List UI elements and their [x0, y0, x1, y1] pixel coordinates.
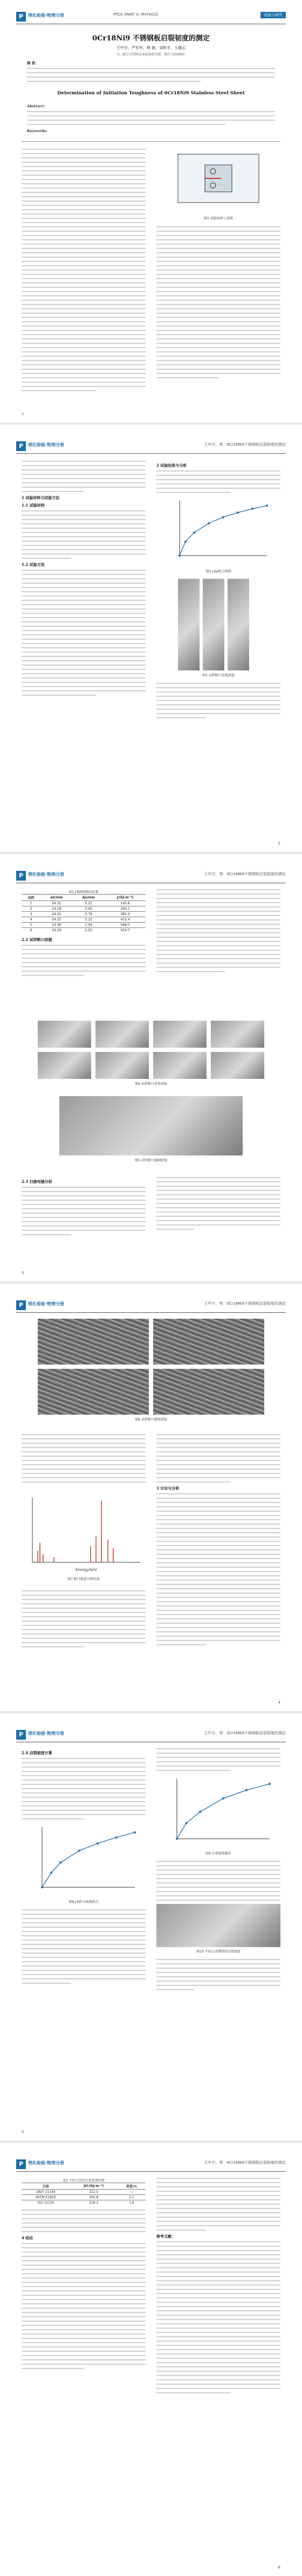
figure-6 — [38, 1319, 264, 1422]
abstract-cn — [27, 60, 275, 85]
body-left — [22, 1434, 146, 1486]
table-row — [22, 928, 146, 933]
micrograph — [38, 1319, 149, 1365]
fracture-specimen-photos — [178, 579, 280, 670]
data-point — [222, 516, 224, 518]
table-cell: 4 — [22, 917, 40, 923]
j-r-curve-chart — [164, 496, 272, 566]
figure-4 — [38, 1021, 264, 1086]
page-header — [16, 440, 286, 454]
table-cell: 24.18 — [40, 906, 72, 912]
data-point — [134, 1831, 136, 1833]
table-header: J/(kJ·m⁻²) — [105, 895, 146, 901]
issue-line: PTCA (PART A: PHYSICS) — [113, 12, 159, 17]
table-cell: GB/T 21143 — [22, 2190, 70, 2195]
body-right — [156, 1748, 280, 1993]
table-1-grid — [22, 894, 146, 933]
section-3-heading: 3 讨论与分析 — [156, 1486, 180, 1491]
page-number: 5 — [22, 2130, 24, 2134]
table-row — [22, 923, 146, 928]
table-1 — [22, 889, 146, 979]
table-2-caption: 表2 不同方法的启裂韧度结果 — [63, 2179, 105, 2183]
journal-logo: P — [16, 2159, 26, 2169]
data-point — [269, 1783, 271, 1785]
data-point — [59, 1861, 61, 1864]
data-point — [222, 1797, 224, 1799]
table-cell: 263.1 — [105, 906, 146, 912]
page-2 — [0, 430, 302, 854]
body-left — [22, 1748, 146, 1987]
fracture-photo — [38, 1052, 91, 1079]
journal-name: 理化检验·物理分册 — [28, 1731, 65, 1736]
table-header: a0/mm — [40, 895, 72, 901]
table-cell: 6 — [22, 928, 40, 933]
section-1-heading: 1 试验材料与试验方法 — [22, 495, 60, 500]
table-row — [22, 912, 146, 917]
fracture-photo — [95, 1021, 149, 1048]
fracture-photo — [211, 1052, 264, 1079]
table-header: 试样 — [22, 895, 40, 901]
page-header — [16, 11, 286, 24]
table-cell: 24.32 — [40, 901, 72, 906]
figure-10-caption: 图10 不同方法测得的启裂韧度 — [196, 1950, 241, 1954]
section-2-2-heading: 2.2 试样断口形貌 — [22, 937, 52, 942]
table-cell: 0.45 — [72, 906, 105, 912]
journal-logo: P — [16, 1730, 26, 1740]
data-point — [237, 511, 239, 514]
data-point — [176, 1838, 178, 1840]
table-cell: 312.5 — [70, 2190, 118, 2195]
references-heading: 参考文献： — [156, 2234, 175, 2239]
data-point — [251, 508, 253, 510]
figure-2-caption: 图2 J-Δa阻力曲线 — [205, 570, 231, 573]
page-number: 1 — [22, 412, 24, 416]
figure-5-caption: 图5 试样断口SEM形貌 — [134, 1159, 168, 1162]
table-cell: 0.78 — [72, 912, 105, 917]
table-cell: ISO 12135 — [22, 2200, 70, 2206]
table-cell: 305.8 — [70, 2195, 118, 2200]
figure-6-caption: 图6 试样断口微观形貌 — [135, 1418, 167, 1422]
body-right — [156, 1434, 280, 1649]
page-1 — [0, 0, 302, 425]
fracture-photo — [95, 1052, 149, 1079]
table-cell: 1.54 — [72, 923, 105, 928]
body-right — [156, 889, 280, 975]
body-right — [156, 2178, 280, 2397]
table-cell: ASTM E1820 — [22, 2195, 70, 2200]
divider — [22, 141, 280, 142]
page-3 — [0, 859, 302, 1284]
table-row — [22, 2195, 146, 2200]
table-cell: 24.29 — [40, 928, 72, 933]
series-line — [177, 1784, 270, 1839]
table-cell: 2.1 — [118, 2195, 146, 2200]
table-cell: — — [118, 2190, 146, 2195]
table-cell: 1.12 — [72, 917, 105, 923]
data-point — [245, 1789, 248, 1791]
page-number: 6 — [278, 2565, 280, 2570]
table-header: 误差/% — [118, 2183, 146, 2190]
table-1-caption: 表1 J-R曲线测试结果 — [68, 890, 99, 894]
journal-name: 理化检验·物理分册 — [28, 872, 65, 877]
data-point — [184, 541, 187, 543]
body-right — [156, 461, 280, 722]
keywords-label: Keywords: — [27, 129, 47, 133]
table-cell: 145.6 — [105, 901, 146, 906]
running-title: 王中宇，等：0Cr18Ni9不锈钢板启裂韧度的测定 — [204, 442, 286, 447]
figure-8-caption: 图8 J-R阻力曲线拟合 — [68, 1900, 99, 1904]
table-row — [22, 906, 146, 912]
table-cell: 318.2 — [70, 2200, 118, 2206]
table-cell: 2.03 — [72, 928, 105, 933]
section-1-1-heading: 1.1 试验材料 — [22, 503, 45, 508]
table-2-grid — [22, 2183, 146, 2205]
specimen-photo — [228, 579, 249, 670]
page-number: 2 — [278, 841, 280, 846]
body-right-lower — [156, 1177, 280, 1233]
table-cell: 0.21 — [72, 901, 105, 906]
micrograph — [153, 1319, 264, 1365]
journal-name: 理化检验·物理分册 — [28, 1301, 65, 1306]
body-left-lower — [22, 1177, 146, 1238]
section-2-heading: 2 试验结果与分析 — [156, 463, 187, 468]
page-header — [16, 1299, 286, 1313]
table-cell: 1 — [22, 901, 40, 906]
section-1-2-heading: 1.2 试验方法 — [22, 562, 45, 567]
journal-name: 理化检验·物理分册 — [28, 2160, 65, 2165]
page-header — [16, 1729, 286, 1742]
running-title: 王中宇，等：0Cr18Ni9不锈钢板启裂韧度的测定 — [204, 1301, 286, 1306]
table-cell: 472.4 — [105, 917, 146, 923]
body-left — [22, 149, 146, 394]
table-cell: 24.36 — [40, 923, 72, 928]
title-en: Determination of Initiation Toughness of 0Cr18Ni9 Stainless Steel Sheet — [57, 91, 245, 96]
fracture-photo — [153, 1052, 207, 1079]
page-header — [16, 870, 286, 883]
running-title: 王中宇，等：0Cr18Ni9不锈钢板启裂韧度的测定 — [204, 1731, 286, 1735]
abstract-label-en: Abstract: — [27, 104, 45, 108]
specimen-photo — [203, 579, 224, 670]
figure-5 — [59, 1096, 243, 1162]
journal-name: 理化检验·物理分册 — [28, 13, 65, 18]
section-4-heading: 4 结论 — [22, 2235, 33, 2240]
table-cell: 2 — [22, 906, 40, 912]
table-cell: 1.8 — [118, 2200, 146, 2206]
series-line — [42, 1832, 135, 1887]
abstract-en — [27, 103, 275, 134]
series-line — [180, 505, 267, 556]
journal-logo: P — [16, 12, 26, 22]
micrograph — [153, 1369, 264, 1415]
fracture-photo — [211, 1021, 264, 1048]
data-point — [115, 1837, 118, 1839]
data-point — [97, 1843, 99, 1845]
page-4 — [0, 1289, 302, 1713]
page-number: 3 — [22, 1271, 24, 1275]
data-point — [266, 504, 268, 507]
table-2 — [22, 2178, 146, 2372]
title-cn: 0Cr18Ni9 不锈钢板启裂韧度的测定 — [92, 34, 210, 43]
table-row — [22, 917, 146, 923]
table-cell: 659.7 — [105, 928, 146, 933]
specimen-diagram — [156, 149, 280, 213]
table-header: JIC/(kJ·m⁻²) — [70, 2183, 118, 2190]
figure-1 — [156, 149, 280, 219]
table-cell: 381.9 — [105, 912, 146, 917]
table-row — [22, 901, 146, 906]
page-header — [16, 2158, 286, 2172]
figure-9-caption: 图9 启裂韧度确定 — [205, 1852, 231, 1855]
running-title: 王中宇，等：0Cr18Ni9不锈钢板启裂韧度的测定 — [204, 2160, 286, 2165]
x-axis-label: Energy/keV — [76, 1568, 97, 1572]
table-row — [22, 2190, 146, 2195]
table-row — [22, 2200, 146, 2206]
page-6 — [0, 2148, 302, 2576]
running-title: 王中宇，等：0Cr18Ni9不锈钢板启裂韧度的测定 — [204, 872, 286, 876]
figure-1-caption: 图1 试验取样示意图 — [204, 217, 233, 220]
journal-name: 理化检验·物理分册 — [28, 442, 65, 447]
page-5 — [0, 1718, 302, 2143]
journal-logo: P — [16, 441, 26, 451]
body-left — [22, 461, 146, 699]
figure-7-caption: 图7 断口能谱分析结果 — [67, 1577, 100, 1581]
section-2-4-heading: 2.4 启裂韧度计算 — [22, 1750, 52, 1755]
sem-image — [59, 1096, 243, 1155]
eds-spectrum-chart — [22, 1493, 146, 1574]
comparison-figure — [156, 1904, 280, 1947]
journal-logo: P — [16, 1300, 26, 1310]
data-point — [78, 1850, 80, 1852]
data-point — [193, 531, 195, 534]
journal-logo: P — [16, 871, 26, 881]
table-cell: 24.25 — [40, 917, 72, 923]
table-header: 方法 — [22, 2183, 70, 2190]
specimen-photo — [178, 579, 200, 670]
affiliation-cn: （1. 烟台市特种设备检验研究院，烟台 264000） — [114, 53, 188, 57]
section-tag: 试验与研究 — [260, 12, 286, 18]
body-left-lower — [22, 1590, 146, 1651]
data-point — [41, 1886, 43, 1888]
table-cell: 568.0 — [105, 923, 146, 928]
j-r-fit-chart — [27, 1823, 140, 1898]
page-number: 4 — [278, 1700, 280, 1705]
micrograph — [38, 1369, 149, 1415]
data-point — [179, 555, 181, 557]
body-right — [156, 226, 280, 382]
figure-3-caption: 图3 试样断口宏观形貌 — [202, 674, 235, 677]
data-point — [199, 1811, 201, 1813]
section-2-3-heading: 2.3 扫描电镜分析 — [22, 1179, 52, 1184]
table-cell: 5 — [22, 923, 40, 928]
initiation-toughness-chart — [162, 1774, 275, 1850]
fracture-photo — [153, 1021, 207, 1048]
data-point — [208, 522, 210, 524]
abstract-label-cn: 摘 要： — [27, 61, 39, 65]
figure-4-caption: 图4 试样断口宏观形貌 — [135, 1082, 167, 1086]
data-point — [50, 1872, 52, 1874]
table-header: Δa/mm — [72, 895, 105, 901]
fracture-photo — [38, 1021, 91, 1048]
authors-cn: 王中宇，严东军，林 晨，刘昕宇，王德云 — [116, 46, 186, 50]
table-cell: 3 — [22, 912, 40, 917]
figure-7 — [22, 1493, 146, 1581]
table-cell: 24.41 — [40, 912, 72, 917]
data-point — [185, 1822, 187, 1824]
